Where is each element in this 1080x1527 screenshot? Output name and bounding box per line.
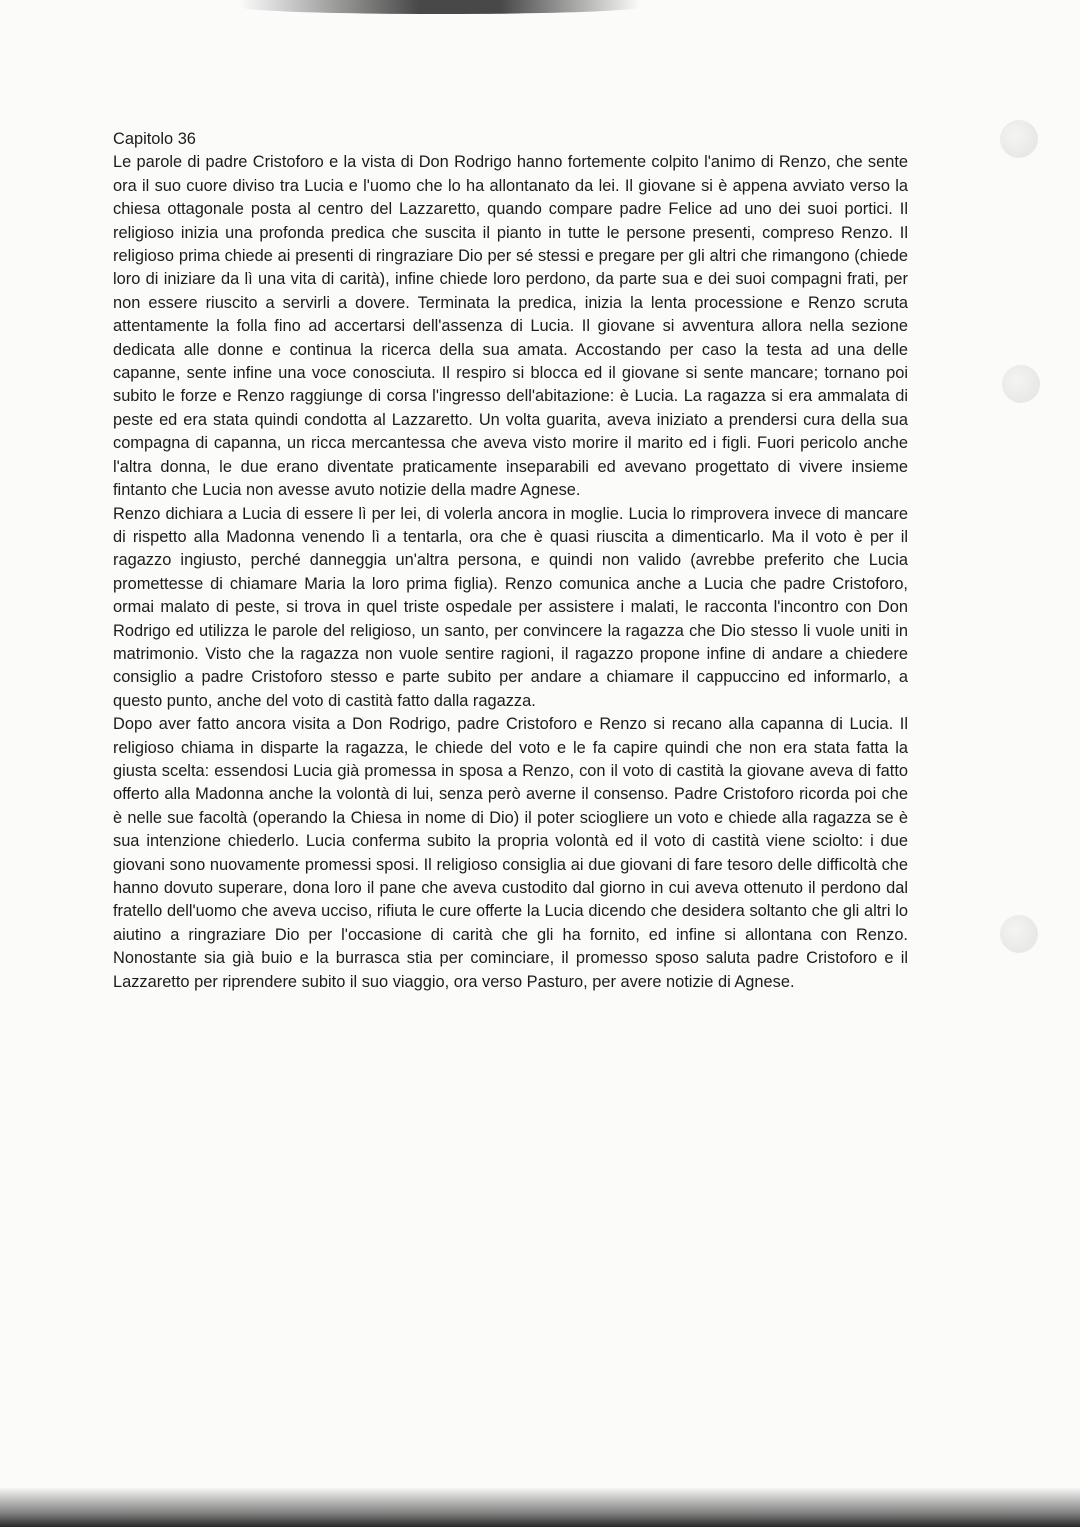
document-body: [113, 128, 908, 994]
chapter-title: Capitolo 36: [113, 130, 196, 148]
punch-hole: [1000, 915, 1038, 953]
paragraph-1: Le parole di padre Cristoforo e la vista di Don Rodrigo hanno fortemente colpito l'animo di Renzo, che sente ora il suo cuore diviso tra Lucia e l'uomo che lo ha allontanato da lei. Il giovane si è appena avviato verso la chiesa ottagonale posta al centro del Lazzaretto, quando compare padre Felice ad uno dei suoi portici. Il religioso inizia una profonda predica che suscita il pianto in tutte le persone presenti, compreso Renzo. Il religioso prima chiede ai presenti di ringraziare Dio per sé stessi e pregare per gli altri che rimangono (chiede loro di iniziare da lì una vita di carità), infine chiede loro perdono, da parte sua e dei suoi compagni frati, per non essere riuscito a servirli a dovere. Terminata la predica, inizia la lenta processione e Renzo scruta attentamente la folla fino ad accertarsi dell'assenza di Lucia. Il giovane si avventura allora nella sezione dedicata alle donne e continua la ricerca della sua amata. Accostando per caso la testa ad una delle capanne, sente infine una voce conosciuta. Il respiro si blocca ed il giovane si sente mancare; tornano poi subito le forze e Renzo raggiunge di corsa l'ingresso dell'abitazione: è Lucia. La ragazza si era ammalata di peste ed era stata quindi condotta al Lazzaretto. Un volta guarita, aveva iniziato a prendersi cura della sua compagna di capanna, un ricca mercantessa che aveva visto morire il marito ed i figli. Fuori pericolo anche l'altra donna, le due erano diventate praticamente inseparabili ed avevano progettato di vivere insieme fintanto che Lucia non avesse avuto notizie della madre Agnese.: [113, 153, 908, 500]
punch-hole: [1002, 365, 1040, 403]
punch-hole: [1000, 120, 1038, 158]
paragraph-3: Dopo aver fatto ancora visita a Don Rodrigo, padre Cristoforo e Renzo si recano alla capanna di Lucia. Il religioso chiama in disparte la ragazza, le chiede del voto e le fa capire quindi che non era stata fatta la giusta scelta: essendosi Lucia già promessa in sposa a Renzo, con il voto di castità la giovane aveva di fatto offerto alla Madonna anche la volontà di lui, senza però averne il consenso. Padre Cristoforo ricorda poi che è nelle sue facoltà (operando la Chiesa in nome di Dio) il poter sciogliere un voto e chiede alla ragazza se è sua intenzione chiederlo. Lucia conferma subito la propria volontà ed il voto di castità viene sciolto: i due giovani sono nuovamente promessi sposi. Il religioso consiglia ai due giovani di fare tesoro delle difficoltà che hanno dovuto superare, dona loro il pane che aveva custodito dal giorno in cui aveva ottenuto il perdono dal fratello dell'uomo che aveva ucciso, rifiuta le cure offerte la Lucia dicendo che desidera soltanto che gli altri lo aiutino a ringraziare Dio per l'occasione di carità che gli ha fornito, ed infine si allontana con Renzo. Nonostante sia già buio e la burrasca stia per cominciare, il promesso sposo saluta padre Cristoforo e il Lazzaretto per riprendere subito il suo viaggio, ora verso Pasturo, per avere notizie di Agnese.: [113, 715, 908, 991]
scan-shadow-bottom: [0, 1487, 1080, 1527]
paragraph-2: Renzo dichiara a Lucia di essere lì per lei, di volerla ancora in moglie. Lucia lo rimprovera invece di mancare di rispetto alla Madonna venendo lì a tentarla, ora che è quasi riuscita a dimenticarlo. Ma il voto è per il ragazzo ingiusto, perché danneggia un'altra persona, e quindi non valido (avrebbe preferito che Lucia promettesse di chiamare Maria la loro prima figlia). Renzo comunica anche a Lucia che padre Cristoforo, ormai malato di peste, si trova in quel triste ospedale per assistere i malati, le racconta l'incontro con Don Rodrigo ed utilizza le parole del religioso, un santo, per convincere la ragazza che Dio stesso li vuole uniti in matrimonio. Visto che la ragazza non vuole sentire ragioni, il ragazzo propone infine di andare a chiedere consiglio a padre Cristoforo stesso e parte subito per andare a chiamare il cappuccino ed informarlo, a questo punto, anche del voto di castità fatto dalla ragazza.: [113, 504, 908, 710]
scan-shadow-top: [240, 0, 640, 14]
